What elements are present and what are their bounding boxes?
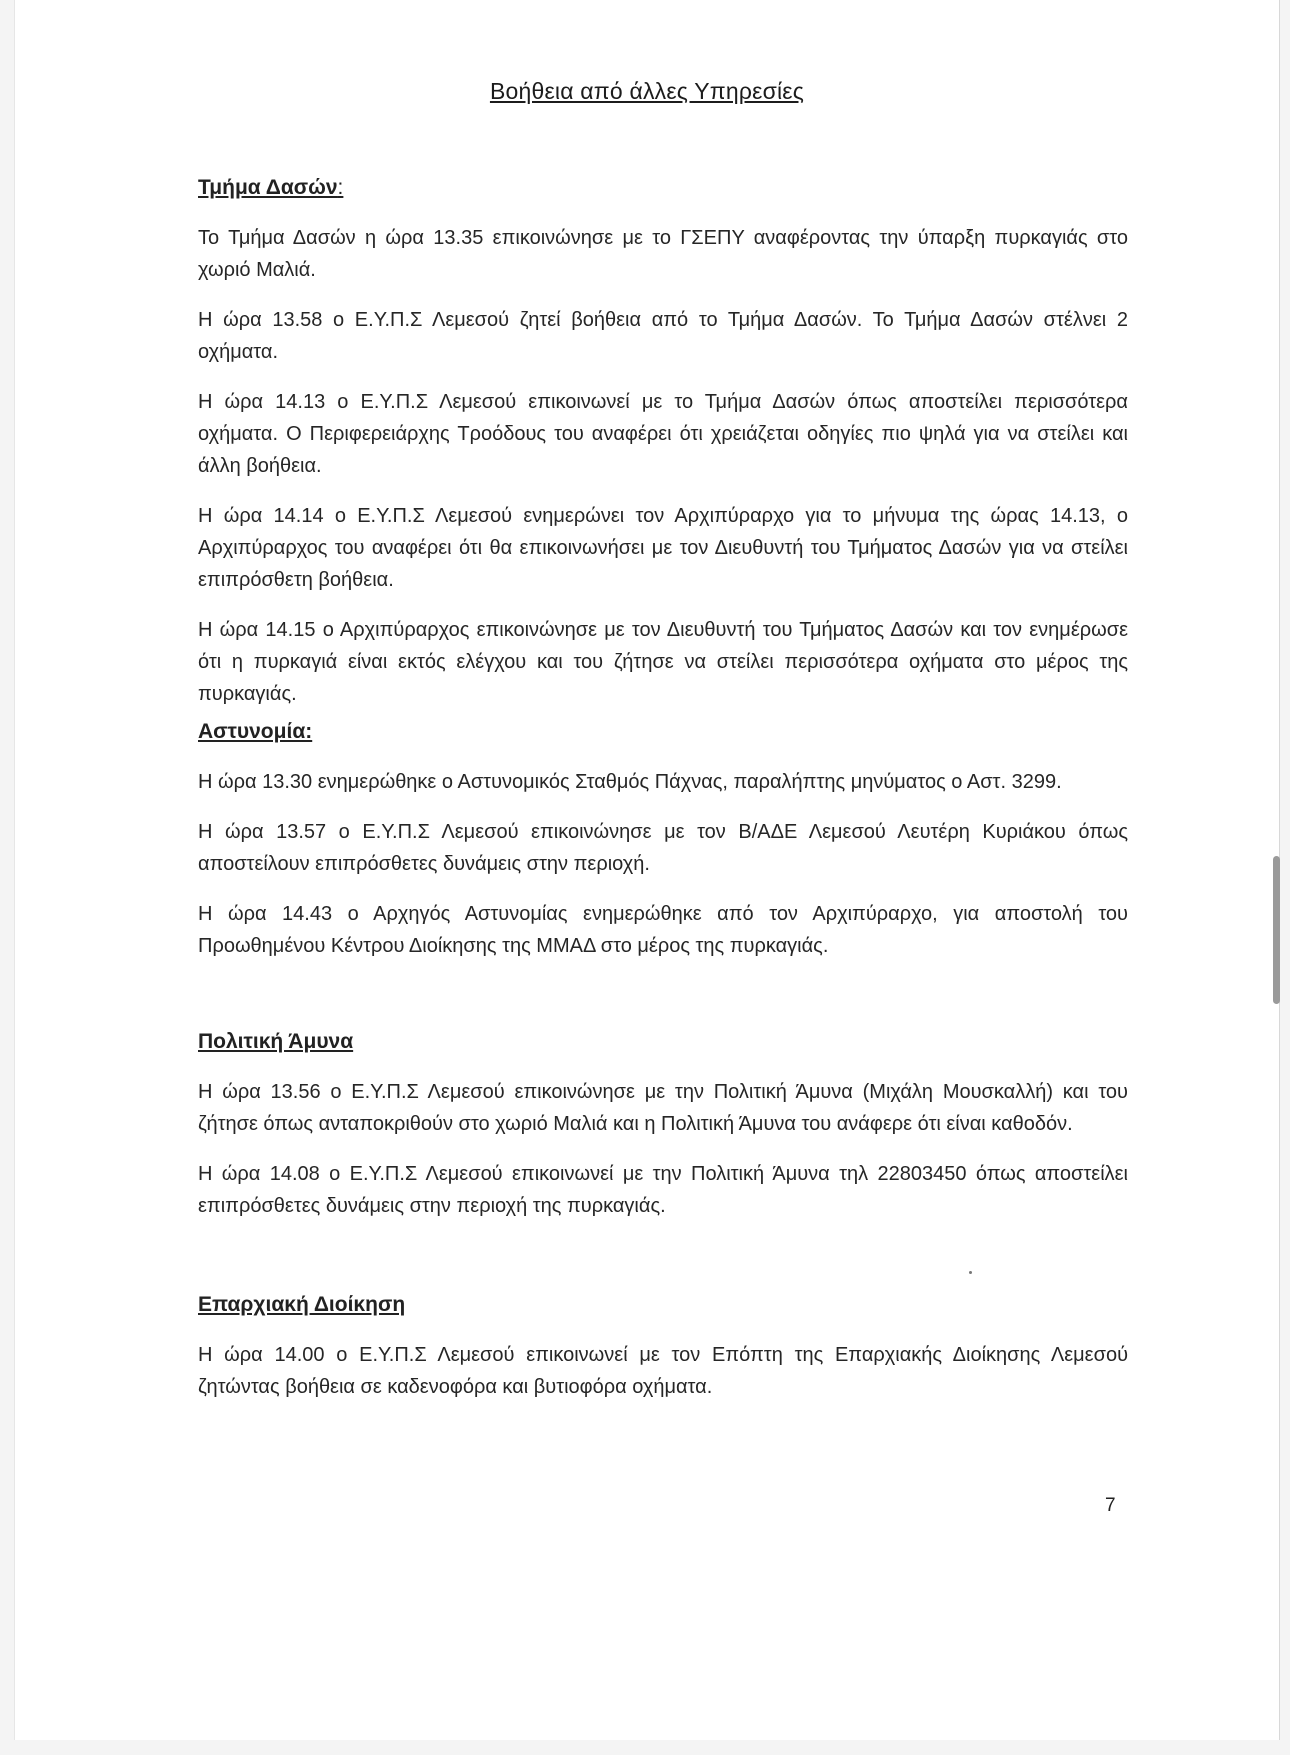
document-title: Βοήθεια από άλλες Υπηρεσίες xyxy=(489,78,805,104)
paragraph: Η ώρα 14.08 ο Ε.Υ.Π.Σ Λεμεσού επικοινωνεί με την Πολιτική Άμυνα τηλ 22803450 όπως αποστείλει επιπρόσθετες δυνάμεις στην περιοχή της πυρκαγιάς. xyxy=(198,1163,1128,1217)
document-page xyxy=(14,0,1280,1740)
scan-speck xyxy=(969,1271,972,1274)
paragraph: Η ώρα 13.57 ο Ε.Υ.Π.Σ Λεμεσού επικοινώνησε με τον Β/ΑΔΕ Λεμεσού Λευτέρη Κυριάκου όπως αποστείλουν επιπρόσθετες δυνάμεις στην περιοχή. xyxy=(198,821,1128,875)
vertical-scrollbar[interactable] xyxy=(1273,856,1280,1004)
paragraph: Η ώρα 14.15 ο Αρχιπύραρχος επικοινώνησε με τον Διευθυντή του Τμήματος Δασών και τον ενημέρωσε ότι η πυρκαγιά είναι εκτός ελέγχου και του ζήτησε να στείλει περισσότερα οχήματα στο μέρος της πυρκαγιάς. xyxy=(198,619,1128,705)
section-forestry-department xyxy=(198,176,1128,728)
section-district-administration xyxy=(198,1293,1128,1421)
section-heading xyxy=(198,176,1128,200)
section-heading: Επαρχιακή Διοίκηση xyxy=(198,1293,406,1316)
paragraph: Η ώρα 14.00 ο Ε.Υ.Π.Σ Λεμεσού επικοινωνεί με τον Επόπτη της Επαρχιακής Διοίκησης Λεμεσού ζητώντας βοήθεια σε καδενοφόρα και βυτιοφόρα οχήματα. xyxy=(198,1344,1128,1398)
paragraph: Η ώρα 14.14 ο Ε.Υ.Π.Σ Λεμεσού ενημερώνει τον Αρχιπύραρχο για το μήνυμα της ώρας 14.13, ο Αρχιπύραρχος του αναφέρει ότι θα επικοινωνήσει με τον Διευθυντή του Τμήματος Δασών για να στείλει επιπρόσθετη βοήθεια. xyxy=(198,505,1128,591)
section-heading-text: Τμήμα Δασών xyxy=(198,176,338,199)
paragraph: Η ώρα 14.13 ο Ε.Υ.Π.Σ Λεμεσού επικοινωνεί με το Τμήμα Δασών όπως αποστείλει περισσότερα οχήματα. Ο Περιφερειάρχης Τροόδους του αναφέρει ότι χρειάζεται οδηγίες πιο ψηλά για να στείλει και άλλη βοήθεια. xyxy=(198,391,1128,477)
paragraph: Η ώρα 13.58 ο Ε.Υ.Π.Σ Λεμεσού ζητεί βοήθεια από το Τμήμα Δασών. Το Τμήμα Δασών στέλνει 2 οχήματα. xyxy=(198,309,1128,363)
paragraph: Η ώρα 14.43 ο Αρχηγός Αστυνομίας ενημερώθηκε από τον Αρχιπύραρχο, για αποστολή του Προωθημένου Κέντρου Διοίκησης της ΜΜΑΔ στο μέρος της πυρκαγιάς. xyxy=(198,903,1128,957)
section-civil-defence xyxy=(198,1030,1128,1240)
paragraph: Η ώρα 13.30 ενημερώθηκε ο Αστυνομικός Σταθμός Πάχνας, παραλήπτης μηνύματος ο Αστ. 3299. xyxy=(198,771,1062,793)
section-heading: Πολιτική Άμυνα xyxy=(198,1030,354,1053)
page-number: 7 xyxy=(1105,1495,1116,1516)
paragraph: Η ώρα 13.56 ο Ε.Υ.Π.Σ Λεμεσού επικοινώνησε με την Πολιτική Άμυνα (Μιχάλη Μουσκαλλή) και του ζήτησε όπως ανταποκριθούν στο χωριό Μαλιά και η Πολιτική Άμυνα του ανάφερε ότι είναι καθοδόν. xyxy=(198,1081,1128,1135)
section-heading-suffix: : xyxy=(337,176,344,199)
section-police xyxy=(198,720,1128,980)
section-heading: Αστυνομία: xyxy=(198,720,313,743)
paragraph: Το Τμήμα Δασών η ώρα 13.35 επικοινώνησε με το ΓΣΕΠΥ αναφέροντας την ύπαρξη πυρκαγιάς στο χωριό Μαλιά. xyxy=(198,227,1128,281)
